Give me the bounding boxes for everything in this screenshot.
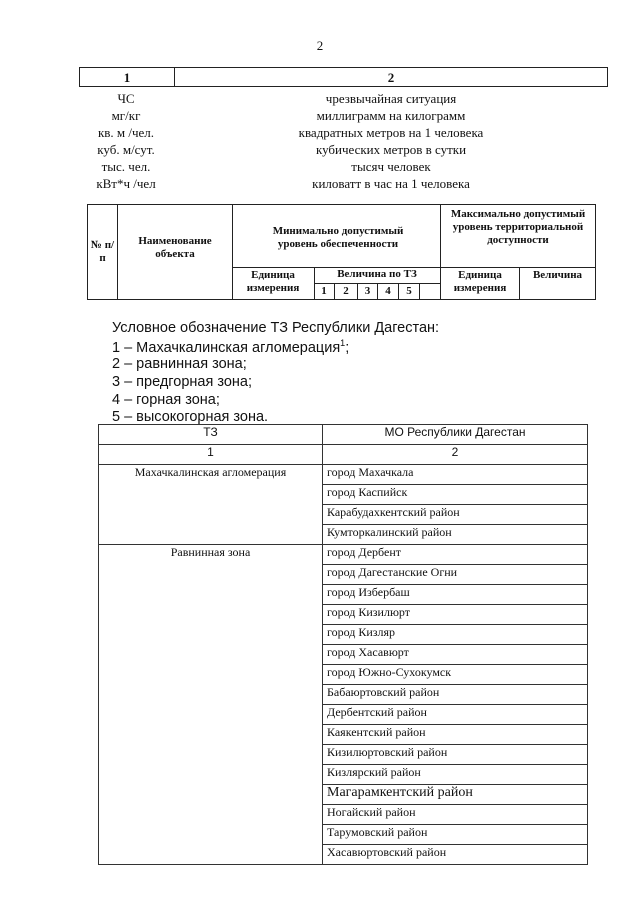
municipality: Бабаюртовский район	[323, 685, 588, 705]
municipality: город Кизляр	[323, 625, 588, 645]
legend-item: 4 – горная зона;	[112, 392, 220, 408]
tz-col-4: 4	[385, 285, 391, 297]
col-num-header: № п/п	[90, 239, 115, 264]
abbreviation-meaning: миллиграмм на килограмм	[316, 108, 466, 123]
municipality: город Дербент	[323, 545, 588, 565]
column-number-header	[79, 67, 608, 87]
col-unit2-header: Единица измерения	[453, 269, 507, 294]
col-name-header: Наименование объекта	[138, 235, 212, 260]
abbreviation-row	[79, 142, 608, 159]
column-1-number: 1	[123, 70, 131, 85]
abbreviation-row	[79, 176, 608, 193]
col-1-number: 1	[99, 445, 323, 465]
abbreviation-meaning: квадратных метров на 1 человека	[298, 125, 484, 140]
abbreviation: куб. м/сут.	[97, 142, 155, 157]
municipality: город Кизилюрт	[323, 605, 588, 625]
legend-item: 1 – Махачкалинская агломерация$^1$;	[112, 338, 350, 356]
abbreviation: кв. м /чел.	[97, 125, 155, 140]
municipality: Каякентский район	[323, 725, 588, 745]
municipality: Тарумовский район	[323, 825, 588, 845]
municipality: город Хасавюрт	[323, 645, 588, 665]
tz-col-1: 1	[321, 285, 327, 297]
tz-col-5: 5	[406, 285, 412, 297]
abbreviation-row	[79, 125, 608, 142]
municipality: город Дагестанские Огни	[323, 565, 588, 585]
col-value-by-tz-header: Величина по ТЗ	[337, 268, 417, 280]
municipality: Ногайский район	[323, 805, 588, 825]
col-2-number: 2	[323, 445, 588, 465]
abbreviation-meaning: кубических метров в сутки	[315, 142, 467, 157]
abbreviation: мг/кг	[111, 108, 141, 123]
abbreviation: кВт*ч /чел	[96, 176, 156, 191]
abbreviation-meaning: киловатт в час на 1 человека	[312, 176, 470, 191]
col-max-level-header: Максимально допустимый уровень территориальной доступности	[450, 208, 586, 246]
col-value-header: Величина	[532, 269, 583, 281]
page-number: 2	[316, 38, 324, 53]
col-tz-header: ТЗ	[99, 425, 323, 445]
municipality: Кизлярский район	[323, 765, 588, 785]
column-2-number: 2	[387, 70, 395, 85]
abbreviation-meaning: чрезвычайная ситуация	[325, 91, 457, 106]
col-min-level-header: Минимально допустимый уровень обеспеченности	[272, 225, 404, 250]
municipality: город Махачкала	[323, 465, 588, 485]
tz-col-3: 3	[364, 285, 371, 297]
zone-municipality-table	[98, 424, 588, 865]
municipality: Дербентский район	[323, 705, 588, 725]
municipality: Карабудахкентский район	[323, 505, 588, 525]
legend-title: Условное обозначение ТЗ Республики Дагестан:	[112, 320, 440, 336]
municipality: Хасавюртовский район	[323, 845, 588, 865]
abbreviation-row	[79, 108, 608, 125]
municipality: город Южно-Сухокумск	[323, 665, 588, 685]
legend-item: 5 – высокогорная зона.	[112, 409, 269, 425]
zone-name: Равнинная зона	[99, 545, 323, 865]
municipality: город Избербаш	[323, 585, 588, 605]
footnote-mark: 1	[340, 338, 346, 348]
abbreviation-row	[79, 159, 608, 176]
municipality: Кизилюртовский район	[323, 745, 588, 765]
legend-item: 2 – равнинная зона;	[112, 356, 247, 372]
col-mo-header: МО Республики Дагестан	[323, 425, 588, 445]
abbreviation: ЧС	[117, 91, 135, 106]
abbreviation-meaning: тысяч человек	[351, 159, 431, 174]
municipality: Магарамкентский район	[323, 785, 588, 805]
standards-table	[87, 204, 596, 300]
abbreviation-row	[79, 91, 608, 108]
col-unit-header: Единица измерения	[246, 269, 300, 294]
tz-col-2: 2	[343, 285, 349, 297]
zone-name: Махачкалинская агломерация	[99, 465, 323, 545]
abbreviation: тыс. чел.	[101, 159, 151, 174]
municipality: Кумторкалинский район	[323, 525, 588, 545]
municipality: город Каспийск	[323, 485, 588, 505]
legend-item: 3 – предгорная зона;	[112, 374, 253, 390]
